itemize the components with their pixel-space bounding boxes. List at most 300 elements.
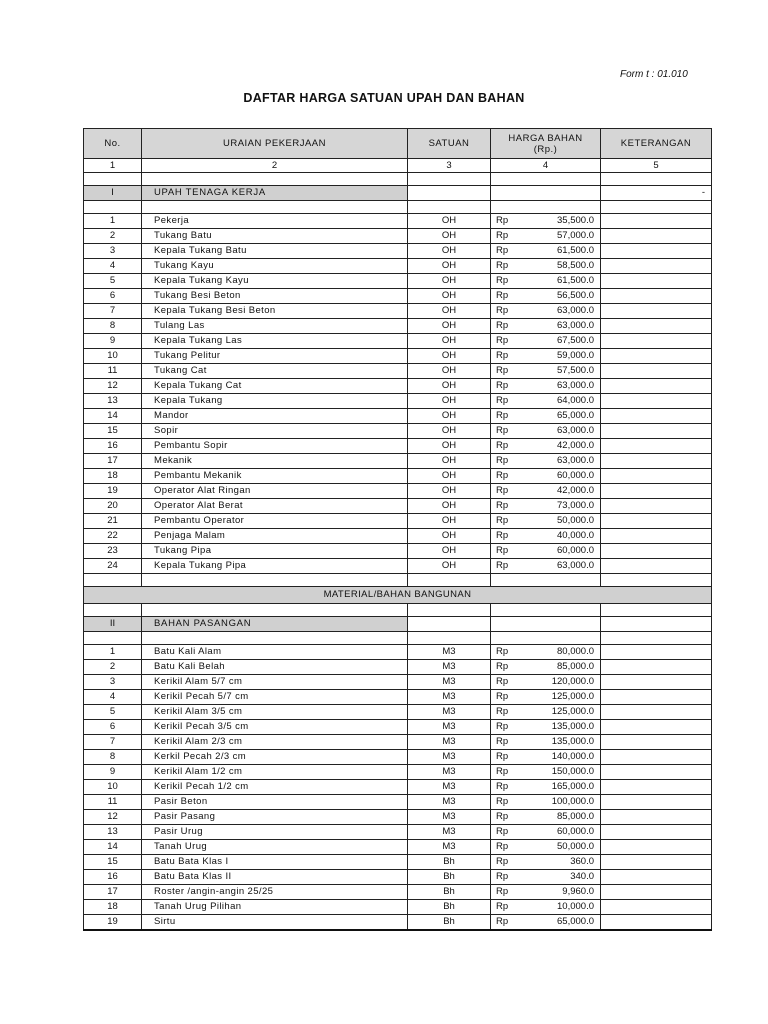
currency-label: Rp (496, 455, 509, 466)
row-remarks (601, 825, 712, 840)
spacer-row (84, 604, 712, 617)
row-remarks (601, 810, 712, 825)
price-value: 50,000.0 (557, 841, 594, 852)
row-description: Tukang Cat (142, 364, 408, 379)
table-row (84, 529, 712, 544)
row-price (491, 514, 601, 529)
row-price (491, 660, 601, 675)
currency-label: Rp (496, 425, 509, 436)
currency-label: Rp (496, 871, 509, 882)
empty-cell (142, 201, 408, 214)
row-remarks (601, 735, 712, 750)
price-value: 85,000.0 (557, 661, 594, 672)
empty-cell (491, 632, 601, 645)
currency-label: Rp (496, 856, 509, 867)
row-price (491, 394, 601, 409)
row-price (491, 855, 601, 870)
price-value: 100,000.0 (551, 796, 594, 807)
table-row (84, 885, 712, 900)
empty-cell (142, 604, 408, 617)
row-remarks (601, 750, 712, 765)
table-row (84, 244, 712, 259)
row-description: Tukang Batu (142, 229, 408, 244)
row-number: 19 (84, 484, 142, 499)
row-remarks (601, 705, 712, 720)
row-description: Pekerja (142, 214, 408, 229)
row-number: 18 (84, 900, 142, 915)
table-row (84, 319, 712, 334)
empty-cell (84, 574, 142, 587)
row-price (491, 379, 601, 394)
price-value: 58,500.0 (557, 260, 594, 271)
row-remarks (601, 469, 712, 484)
table-row (84, 870, 712, 885)
table-row (84, 645, 712, 660)
header-price-line2: (Rp.) (533, 143, 558, 155)
row-number: 9 (84, 765, 142, 780)
row-description: Mandor (142, 409, 408, 424)
row-unit: OH (408, 334, 491, 349)
price-value: 63,000.0 (557, 560, 594, 571)
row-price (491, 544, 601, 559)
price-value: 135,000.0 (551, 721, 594, 732)
row-unit: OH (408, 349, 491, 364)
price-value: 57,500.0 (557, 365, 594, 376)
currency-label: Rp (496, 766, 509, 777)
currency-label: Rp (496, 275, 509, 286)
row-remarks (601, 720, 712, 735)
row-description: Operator Alat Berat (142, 499, 408, 514)
row-unit: M3 (408, 795, 491, 810)
empty-cell (84, 173, 142, 186)
table-row (84, 424, 712, 439)
price-value: 65,000.0 (557, 410, 594, 421)
price-value: 61,500.0 (557, 275, 594, 286)
row-number: 15 (84, 424, 142, 439)
row-description: Mekanik (142, 454, 408, 469)
row-description: Batu Kali Alam (142, 645, 408, 660)
row-description: Tukang Besi Beton (142, 289, 408, 304)
row-description: Penjaga Malam (142, 529, 408, 544)
row-price (491, 229, 601, 244)
row-description: Tanah Urug Pilihan (142, 900, 408, 915)
table-row (84, 274, 712, 289)
price-value: 80,000.0 (557, 646, 594, 657)
empty-cell (601, 632, 712, 645)
row-unit: OH (408, 364, 491, 379)
row-description: Kerikil Alam 5/7 cm (142, 675, 408, 690)
row-unit: Bh (408, 915, 491, 931)
table-row (84, 289, 712, 304)
table-row (84, 795, 712, 810)
empty-cell (601, 604, 712, 617)
row-price (491, 409, 601, 424)
row-remarks (601, 244, 712, 259)
row-unit: OH (408, 379, 491, 394)
row-description: Batu Kali Belah (142, 660, 408, 675)
price-table (83, 128, 712, 931)
table-row (84, 544, 712, 559)
row-number: 15 (84, 855, 142, 870)
price-value: 125,000.0 (551, 706, 594, 717)
row-number: 20 (84, 499, 142, 514)
row-remarks (601, 514, 712, 529)
row-description: Tulang Las (142, 319, 408, 334)
price-value: 340.0 (570, 871, 594, 882)
row-price (491, 735, 601, 750)
row-price (491, 334, 601, 349)
price-value: 360.0 (570, 856, 594, 867)
header-unit: SATUAN (408, 129, 491, 159)
row-description: Roster /angin-angin 25/25 (142, 885, 408, 900)
spacer-row (84, 173, 712, 186)
table-row (84, 720, 712, 735)
row-remarks (601, 334, 712, 349)
row-number: 10 (84, 780, 142, 795)
row-unit: Bh (408, 855, 491, 870)
table-row (84, 514, 712, 529)
row-number: 5 (84, 274, 142, 289)
table-row (84, 409, 712, 424)
header-description: URAIAN PEKERJAAN (142, 129, 408, 159)
row-number: 4 (84, 259, 142, 274)
empty-cell (142, 173, 408, 186)
row-number: 2 (84, 660, 142, 675)
column-number: 5 (601, 159, 712, 173)
column-number: 1 (84, 159, 142, 173)
row-unit: OH (408, 499, 491, 514)
row-price (491, 529, 601, 544)
price-value: 59,000.0 (557, 350, 594, 361)
row-remarks (601, 660, 712, 675)
row-remarks (601, 885, 712, 900)
row-remarks (601, 484, 712, 499)
empty-cell (142, 632, 408, 645)
column-number-row (84, 159, 712, 173)
price-value: 40,000.0 (557, 530, 594, 541)
currency-label: Rp (496, 365, 509, 376)
row-unit: M3 (408, 645, 491, 660)
row-number: 6 (84, 720, 142, 735)
price-value: 56,500.0 (557, 290, 594, 301)
price-value: 63,000.0 (557, 455, 594, 466)
row-remarks (601, 349, 712, 364)
document-title: DAFTAR HARGA SATUAN UPAH DAN BAHAN (243, 91, 525, 105)
currency-label: Rp (496, 335, 509, 346)
row-description: Kerikil Alam 3/5 cm (142, 705, 408, 720)
currency-label: Rp (496, 440, 509, 451)
price-value: 60,000.0 (557, 470, 594, 481)
table-row (84, 469, 712, 484)
empty-cell (142, 574, 408, 587)
row-price (491, 484, 601, 499)
row-description: Kepala Tukang Cat (142, 379, 408, 394)
row-description: Kerikil Alam 2/3 cm (142, 735, 408, 750)
row-unit: OH (408, 439, 491, 454)
row-number: 22 (84, 529, 142, 544)
row-price (491, 289, 601, 304)
row-remarks (601, 499, 712, 514)
spacer-row (84, 632, 712, 645)
section-remark: - (601, 186, 712, 201)
row-unit: Bh (408, 900, 491, 915)
empty-cell (408, 604, 491, 617)
row-unit: OH (408, 484, 491, 499)
row-price (491, 705, 601, 720)
row-price (491, 559, 601, 574)
row-remarks (601, 229, 712, 244)
currency-label: Rp (496, 470, 509, 481)
table-row (84, 304, 712, 319)
row-unit: OH (408, 274, 491, 289)
row-remarks (601, 289, 712, 304)
row-unit: M3 (408, 690, 491, 705)
row-description: Tukang Pipa (142, 544, 408, 559)
table-row (84, 750, 712, 765)
row-unit: OH (408, 319, 491, 334)
row-description: Kerikil Alam 1/2 cm (142, 765, 408, 780)
row-remarks (601, 544, 712, 559)
table-row (84, 765, 712, 780)
empty-cell (408, 186, 491, 201)
row-price (491, 469, 601, 484)
row-price (491, 304, 601, 319)
empty-cell (601, 173, 712, 186)
row-remarks (601, 379, 712, 394)
currency-label: Rp (496, 245, 509, 256)
row-unit: OH (408, 544, 491, 559)
price-value: 67,500.0 (557, 335, 594, 346)
row-remarks (601, 319, 712, 334)
row-number: 11 (84, 795, 142, 810)
empty-cell (84, 604, 142, 617)
row-price (491, 765, 601, 780)
table-row (84, 660, 712, 675)
row-unit: M3 (408, 705, 491, 720)
section-number: I (84, 186, 142, 201)
table-row (84, 364, 712, 379)
row-unit: OH (408, 424, 491, 439)
currency-label: Rp (496, 661, 509, 672)
row-remarks (601, 439, 712, 454)
table-row (84, 810, 712, 825)
currency-label: Rp (496, 676, 509, 687)
row-number: 5 (84, 705, 142, 720)
table-row (84, 499, 712, 514)
table-row (84, 259, 712, 274)
empty-cell (84, 201, 142, 214)
currency-label: Rp (496, 530, 509, 541)
row-price (491, 675, 601, 690)
spacer-row (84, 574, 712, 587)
table-row (84, 214, 712, 229)
price-value: 50,000.0 (557, 515, 594, 526)
section-header-row (84, 617, 712, 632)
table-row (84, 334, 712, 349)
row-unit: OH (408, 409, 491, 424)
currency-label: Rp (496, 410, 509, 421)
row-unit: M3 (408, 780, 491, 795)
currency-label: Rp (496, 485, 509, 496)
price-value: 135,000.0 (551, 736, 594, 747)
row-description: Sopir (142, 424, 408, 439)
price-value: 63,000.0 (557, 320, 594, 331)
currency-label: Rp (496, 395, 509, 406)
row-unit: OH (408, 394, 491, 409)
header-row (84, 129, 712, 159)
row-remarks (601, 765, 712, 780)
row-price (491, 810, 601, 825)
currency-label: Rp (496, 500, 509, 511)
currency-label: Rp (496, 886, 509, 897)
price-value: 63,000.0 (557, 305, 594, 316)
price-value: 61,500.0 (557, 245, 594, 256)
row-number: 3 (84, 675, 142, 690)
row-unit: M3 (408, 825, 491, 840)
row-number: 9 (84, 334, 142, 349)
row-price (491, 825, 601, 840)
price-value: 65,000.0 (557, 916, 594, 927)
currency-label: Rp (496, 751, 509, 762)
row-remarks (601, 454, 712, 469)
row-number: 10 (84, 349, 142, 364)
row-remarks (601, 690, 712, 705)
row-description: Batu Bata Klas II (142, 870, 408, 885)
row-description: Kerikil Pecah 5/7 cm (142, 690, 408, 705)
row-price (491, 690, 601, 705)
row-remarks (601, 645, 712, 660)
column-number: 2 (142, 159, 408, 173)
row-price (491, 319, 601, 334)
row-number: 2 (84, 229, 142, 244)
row-number: 7 (84, 735, 142, 750)
row-number: 11 (84, 364, 142, 379)
form-code: Form t : 01.010 (620, 69, 688, 80)
table-row (84, 690, 712, 705)
row-unit: OH (408, 229, 491, 244)
currency-label: Rp (496, 781, 509, 792)
price-value: 60,000.0 (557, 545, 594, 556)
table-row (84, 439, 712, 454)
currency-label: Rp (496, 290, 509, 301)
row-remarks (601, 675, 712, 690)
column-number: 4 (491, 159, 601, 173)
row-remarks (601, 780, 712, 795)
row-price (491, 259, 601, 274)
row-number: 8 (84, 750, 142, 765)
row-remarks (601, 424, 712, 439)
table-row (84, 900, 712, 915)
row-price (491, 349, 601, 364)
price-value: 120,000.0 (551, 676, 594, 687)
row-unit: M3 (408, 765, 491, 780)
price-value: 60,000.0 (557, 826, 594, 837)
row-number: 12 (84, 810, 142, 825)
empty-cell (408, 173, 491, 186)
section-number: II (84, 617, 142, 632)
currency-label: Rp (496, 545, 509, 556)
row-number: 1 (84, 645, 142, 660)
row-remarks (601, 840, 712, 855)
empty-cell (408, 201, 491, 214)
row-number: 16 (84, 439, 142, 454)
row-remarks (601, 529, 712, 544)
price-value: 140,000.0 (551, 751, 594, 762)
row-price (491, 750, 601, 765)
table-row (84, 735, 712, 750)
table-row (84, 780, 712, 795)
empty-cell (601, 201, 712, 214)
row-price (491, 454, 601, 469)
row-description: Kepala Tukang Kayu (142, 274, 408, 289)
row-description: Batu Bata Klas I (142, 855, 408, 870)
row-remarks (601, 559, 712, 574)
table-row (84, 825, 712, 840)
row-description: Sirtu (142, 915, 408, 931)
row-remarks (601, 409, 712, 424)
row-remarks (601, 214, 712, 229)
price-value: 42,000.0 (557, 485, 594, 496)
table-row (84, 379, 712, 394)
table-row (84, 915, 712, 931)
row-price (491, 364, 601, 379)
table-row (84, 675, 712, 690)
table-row (84, 840, 712, 855)
currency-label: Rp (496, 796, 509, 807)
row-description: Kepala Tukang Pipa (142, 559, 408, 574)
row-unit: M3 (408, 675, 491, 690)
row-number: 6 (84, 289, 142, 304)
row-remarks (601, 795, 712, 810)
row-number: 8 (84, 319, 142, 334)
table-row (84, 559, 712, 574)
currency-label: Rp (496, 706, 509, 717)
row-description: Pasir Pasang (142, 810, 408, 825)
row-price (491, 214, 601, 229)
section-title: BAHAN PASANGAN (142, 617, 408, 632)
row-number: 16 (84, 870, 142, 885)
table-row (84, 394, 712, 409)
currency-label: Rp (496, 841, 509, 852)
price-value: 64,000.0 (557, 395, 594, 406)
currency-label: Rp (496, 380, 509, 391)
empty-cell (84, 632, 142, 645)
table-row (84, 454, 712, 469)
currency-label: Rp (496, 230, 509, 241)
row-unit: M3 (408, 720, 491, 735)
row-price (491, 244, 601, 259)
row-price (491, 885, 601, 900)
empty-cell (408, 617, 491, 632)
currency-label: Rp (496, 215, 509, 226)
table-row (84, 705, 712, 720)
row-description: Kepala Tukang Batu (142, 244, 408, 259)
row-unit: M3 (408, 810, 491, 825)
column-number: 3 (408, 159, 491, 173)
row-unit: M3 (408, 660, 491, 675)
row-number: 19 (84, 915, 142, 931)
row-remarks (601, 900, 712, 915)
row-unit: OH (408, 514, 491, 529)
currency-label: Rp (496, 260, 509, 271)
row-remarks (601, 274, 712, 289)
currency-label: Rp (496, 560, 509, 571)
header-remarks: KETERANGAN (601, 129, 712, 159)
row-price (491, 795, 601, 810)
currency-label: Rp (496, 901, 509, 912)
header-price (491, 129, 601, 159)
row-description: Kepala Tukang Las (142, 334, 408, 349)
